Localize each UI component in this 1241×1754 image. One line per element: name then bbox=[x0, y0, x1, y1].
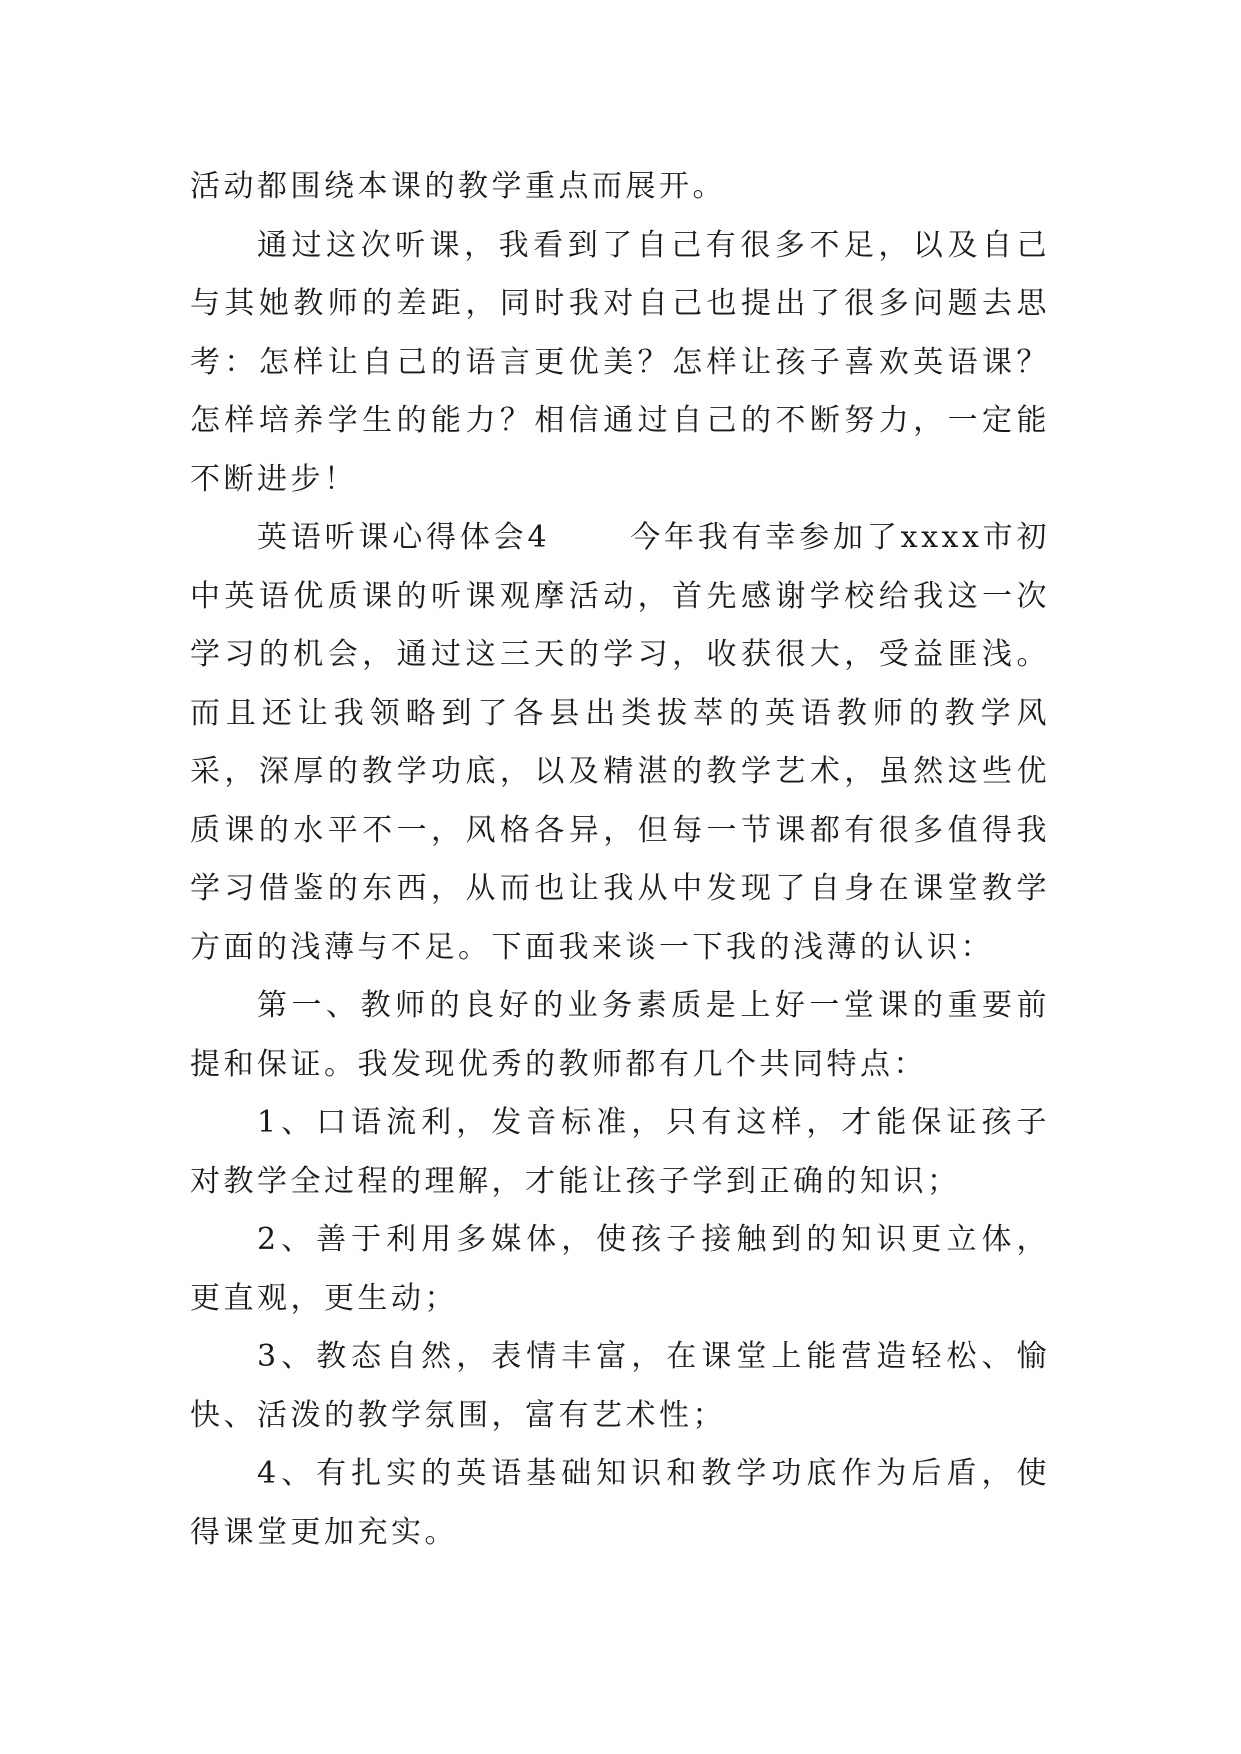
list-item-3: 3、教态自然，表情丰富，在课堂上能营造轻松、愉快、活泼的教学氛围，富有艺术性； bbox=[190, 1339, 1050, 1433]
section-intro-text: 今年我有幸参加了xxxx市初中英语优质课的听课观摩活动，首先感谢学校给我这一次学习的机会，通过这三天的学习，收获很大，受益匪浅。而且还让我领略到了各县出类拔萃的英语教师的教学风采，深厚的教学功底，以及精湛的教学艺术，虽然这些优质课的水平不一，风格各异，但每一节课都有很多值得我学习借鉴的东西，从而也让我从中发现了自身在课堂教学方面的浅薄与不足。下面我来谈一下我的浅薄的认识： bbox=[190, 520, 1050, 965]
list-item-4: 4、有扎实的英语基础知识和教学功底作为后盾，使得课堂更加充实。 bbox=[190, 1456, 1050, 1550]
paragraph-reflection: 通过这次听课，我看到了自己有很多不足，以及自己与其她教师的差距，同时我对自己也提出了很多问题去思考：怎样让自己的语言更优美？怎样让孩子喜欢英语课？怎样培养学生的能力？相信通过自己的不断努力，一定能不断进步！ bbox=[190, 227, 1050, 497]
document-body bbox=[190, 158, 1050, 1562]
list-item-1: 1、口语流利，发音标准，只有这样，才能保证孩子对教学全过程的理解，才能让孩子学到正确的知识； bbox=[190, 1105, 1050, 1199]
section-heading: 英语听课心得体会4 bbox=[257, 520, 551, 555]
paragraph-section-4 bbox=[190, 509, 1050, 977]
paragraph-continuation: 活动都围绕本课的教学重点而展开。 bbox=[190, 169, 726, 204]
heading-gap bbox=[550, 520, 630, 555]
paragraph-point-one: 第一、教师的良好的业务素质是上好一堂课的重要前提和保证。我发现优秀的教师都有几个共同特点： bbox=[190, 988, 1050, 1082]
list-item-2: 2、善于利用多媒体，使孩子接触到的知识更立体，更直观，更生动； bbox=[190, 1222, 1050, 1316]
